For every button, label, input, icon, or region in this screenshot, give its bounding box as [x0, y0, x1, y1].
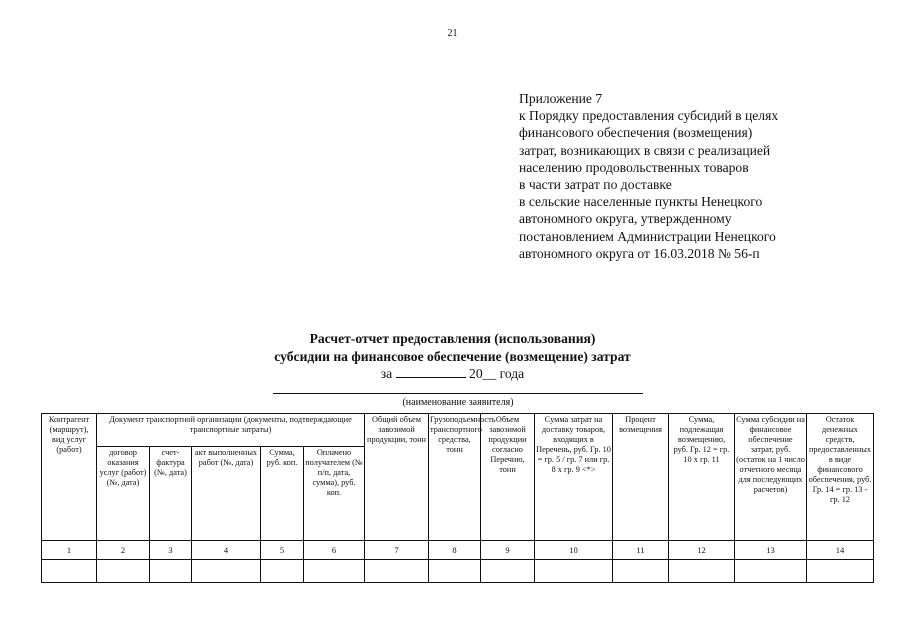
column-number: 9 [481, 541, 535, 560]
appendix-line: постановлением Администрации Ненецкого [519, 228, 776, 244]
empty-cell[interactable] [97, 560, 150, 583]
header-invoice: счет-фактура (№, дата) [150, 447, 192, 541]
empty-cell[interactable] [42, 560, 97, 583]
appendix-line: в сельские населенные пункты Ненецкого [519, 194, 763, 210]
empty-cell[interactable] [365, 560, 429, 583]
header-subsidy-amount: Сумма субсидии на финансовое обеспечение затрат, руб. (остаток на 1 число отчетного месяца для последующих расчетов) [735, 414, 807, 541]
column-number: 13 [735, 541, 807, 560]
applicant-name-caption: (наименование заявителя) [402, 397, 514, 408]
empty-cell[interactable] [535, 560, 613, 583]
header-reimbursement-percent: Процент возмещения [613, 414, 669, 541]
appendix-line: затрат, возникающих в связи с реализацией [519, 142, 771, 158]
appendix-line: автономного округа, утвержденному [519, 211, 732, 227]
column-number: 4 [192, 541, 261, 560]
reporting-period [0, 365, 905, 382]
header-capacity: Грузоподъемность транспортного средства, тонн [429, 414, 481, 541]
empty-cell[interactable] [613, 560, 669, 583]
empty-cell[interactable] [481, 560, 535, 583]
appendix-line: в части затрат по доставке [519, 177, 672, 193]
header-amount-due: Сумма, подлежащая возмещению, руб. Гр. 12 = гр. 10 x гр. 11 [669, 414, 735, 541]
header-paid: Оплачено получателем (№ п/п, дата, сумма), руб. коп. [304, 447, 365, 541]
empty-cell[interactable] [304, 560, 365, 583]
header-act: акт выполненных работ (№, дата) [192, 447, 261, 541]
empty-cell[interactable] [735, 560, 807, 583]
header-volume-list: Объем завозимой продукции согласно Перечню, тонн [481, 414, 535, 541]
column-number: 7 [365, 541, 429, 560]
header-balance: Остаток денежных средств, предоставленных в виде финансового обеспечения, руб. Гр. 14 = гр. 13 - гр. 12 [807, 414, 874, 541]
empty-cell[interactable] [669, 560, 735, 583]
appendix-line: финансового обеспечения (возмещения) [519, 125, 753, 141]
header-sum: Сумма, руб. коп. [261, 447, 304, 541]
header-contract: договор оказания услуг (работ) (№, дата) [97, 447, 150, 541]
period-year: 20__ [469, 366, 497, 381]
column-number: 12 [669, 541, 735, 560]
header-total-volume: Общий объем завозимой продукции, тонн [365, 414, 429, 541]
header-delivery-cost: Сумма затрат на доставку товаров, входящих в Перечень, руб. Гр. 10 = гр. 5 / гр. 7 или гр. 8 x гр. 9 <*> [535, 414, 613, 541]
period-prefix: за [380, 366, 393, 381]
column-number: 1 [42, 541, 97, 560]
empty-cell[interactable] [429, 560, 481, 583]
header-counterparty: Контрагент (маршрут), вид услуг (работ) [42, 414, 97, 541]
appendix-line: к Порядку предоставления субсидий в целях [519, 108, 779, 124]
empty-cell[interactable] [150, 560, 192, 583]
title-line-2: субсидии на финансовое обеспечение (возмещение) затрат [274, 348, 631, 364]
appendix-line: населению продовольственных товаров [519, 159, 749, 175]
header-document-group: Документ транспортной организации (документы, подтверждающие транспортные затраты) [97, 414, 365, 447]
column-number: 6 [304, 541, 365, 560]
appendix-line: Приложение 7 [519, 91, 603, 106]
document-title [0, 330, 905, 365]
column-number: 11 [613, 541, 669, 560]
report-table [41, 413, 874, 583]
column-number: 14 [807, 541, 874, 560]
title-line-1: Расчет-отчет предоставления (использования) [309, 331, 596, 346]
table-row-empty [42, 560, 874, 583]
applicant-name-line[interactable] [273, 393, 643, 394]
column-number: 3 [150, 541, 192, 560]
period-blank-field[interactable] [396, 365, 466, 378]
appendix-line: автономного округа от 16.03.2018 № 56-п [519, 245, 760, 261]
column-number: 5 [261, 541, 304, 560]
column-number: 2 [97, 541, 150, 560]
empty-cell[interactable] [261, 560, 304, 583]
empty-cell[interactable] [192, 560, 261, 583]
appendix-block [519, 90, 899, 262]
page-number: 21 [447, 28, 458, 39]
empty-cell[interactable] [807, 560, 874, 583]
column-number: 8 [429, 541, 481, 560]
period-suffix: года [499, 366, 525, 381]
column-number: 10 [535, 541, 613, 560]
